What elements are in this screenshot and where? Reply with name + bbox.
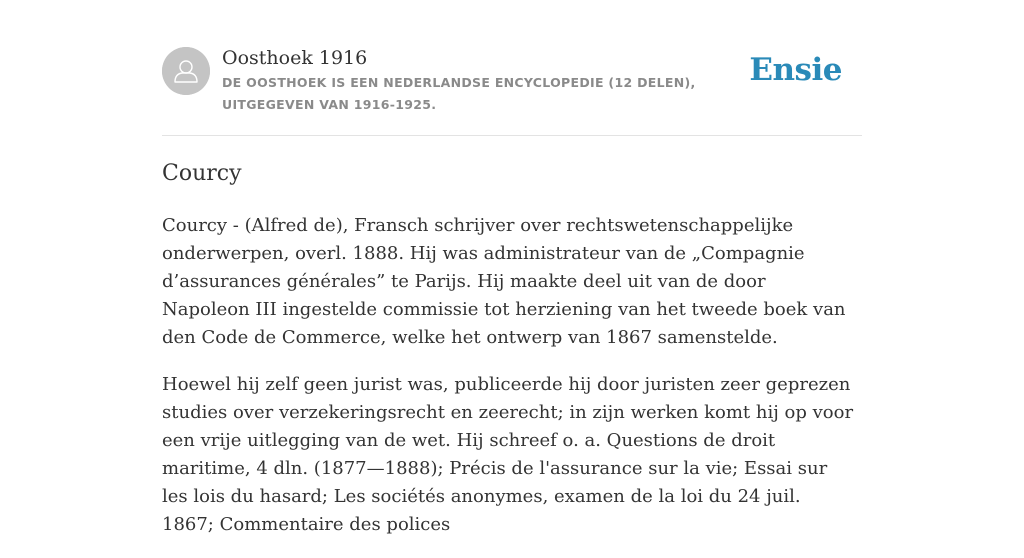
user-avatar-icon xyxy=(162,47,210,95)
page-title: Courcy xyxy=(162,161,242,186)
source-description: DE OOSTHOEK IS EEN NEDERLANDSE ENCYCLOPEDIE (12 DELEN), UITGEGEVEN VAN 1916-1925. xyxy=(222,75,696,112)
article-paragraph: Courcy - (Alfred de), Fransch schrijver over rechtswetenschappelijke onderwerpen, overl. 1888. Hij was administrateur van de „Compagnie d’assurances générales” te Parijs. Hij maakte deel uit van de door Napoleon III ingestelde commissie tot herziening van het tweede boek van den Code de Commerce, welke het ontwerp van 1867 samenstelde. xyxy=(162,215,846,348)
ensie-logo[interactable]: Ensie xyxy=(749,52,842,88)
article-paragraph: Hoewel hij zelf geen jurist was, publiceerde hij door juristen zeer geprezen studies over verzekeringsrecht en zeerecht; in zijn werken komt hij op voor een vrije uitlegging van de wet. Hij schreef o. a. Questions de droit maritime, 4 dln. (1877—1888); Précis de l'assurance sur la vie; Essai sur les lois du hasard; Les sociétés anonymes, examen de la loi du 24 juil. 1867; Commentaire des polices xyxy=(162,374,854,535)
article-body xyxy=(162,212,854,558)
source-header xyxy=(162,46,862,116)
header-divider xyxy=(162,135,862,136)
source-title[interactable]: Oosthoek 1916 xyxy=(222,47,368,69)
